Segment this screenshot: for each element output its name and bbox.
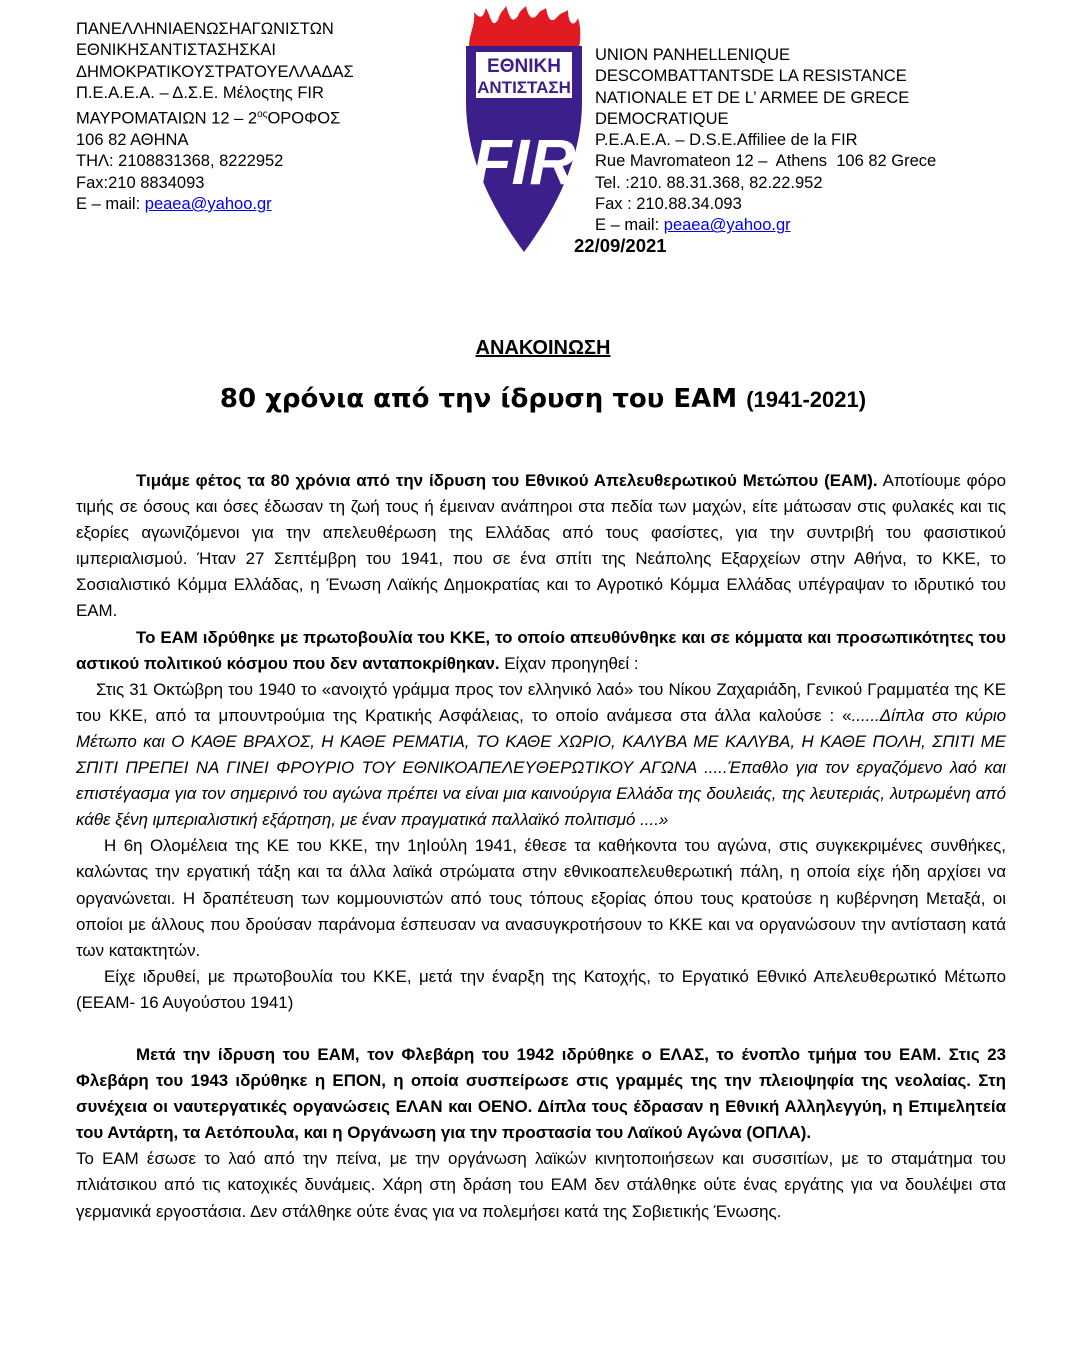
header-left-fax: Fax:210 8834093: [76, 173, 205, 192]
paragraph-text: Η 6η Ολομέλεια της ΚΕ του ΚΚΕ, την 1ηΙούλη 1941, έθεσε τα καθήκοντα του αγώνα, στις συγκεκριμένες συνθήκες, καλώντας την εργατική τάξη και τα άλλα λαϊκά στρώματα στην εθνικοαπελευθερωτική πάλη, η οποία είχε ήδη αρχίσει να οργανώνεται. Η δραπέτευση των κομμουνιστών από τους τόπους εξορίας όπου τους κρατούσε η κυβέρνηση Μεταξά, οι οποίοι με άλλους που δρούσαν παράνομα έσπευσαν να ανασυγκροτήσουν το ΚΚΕ και να οργανώσουν την αντίσταση κατά των κατακτητών.: [76, 836, 1006, 960]
header-right-email-line: [595, 215, 936, 236]
paragraph: [76, 625, 1006, 677]
paragraph-bold: Μετά την ίδρυση του ΕΑΜ, τον Φλεβάρη του 1942 ιδρύθηκε ο ΕΛΑΣ, το ένοπλο τμήμα του ΕΑΜ. Στις 23 Φλεβάρη του 1943 ιδρύθηκε η ΕΠΟΝ, η οποία συσπείρωσε στις γραμμές της την πλειοψηφία της νεολαίας. Στη συνέχεια οι ναυτεργατικές οργανώσεις ΕΛΑΝ και ΟΕΝΟ. Δίπλα τους έδρασαν η Εθνική Αλληλεγγύη, η Επιμελητεία του Αντάρτη, τα Αετόπουλα, και η Οργάνωση για την προστασία του Λαϊκού Αγώνα (ΟΠΛΑ).: [76, 1044, 1006, 1143]
paragraph: [76, 1146, 1006, 1224]
address-suffix: ΟΡΟΦΟΣ: [267, 109, 341, 128]
header-left-line: ΠΑΝΕΛΛΗΝΙΑΕΝΩΣΗΑΓΩΝΙΣΤΩΝ: [76, 20, 334, 38]
header-right-fax: Fax : 210.88.34.093: [595, 195, 742, 214]
paragraph: [76, 468, 1006, 625]
paragraph-bold: Τιμάμε φέτος τα 80 χρόνια από την ίδρυση του Εθνικού Απελευθερωτικού Μετώπου (ΕΑΜ).: [136, 471, 878, 490]
paragraph-text: Είχαν προηγηθεί :: [499, 653, 639, 673]
header-left-address: [76, 104, 354, 130]
paragraph-text: Αποτίουμε φόρο τιμής σε όσους και όσες έδωσαν τη ζωή τους ή έμειναν ανάπηροι στα πεδία των μαχών, είτε μάτωσαν στις φυλακές και τις εξορίες αγωνιζόμενοι για την απελευθέρωση της Ελλάδας από τους φασίστες, για την συντριβή του φασιστικού ιμπεριαλισμού. Ήταν 27 Σεπτέμβρη του 1941, που σε ένα σπίτι της Νεάπολης Εξαρχείων στην Αθήνα, το ΚΚΕ, το Σοσιαλιστικό Κόμμα Ελλάδας, η Ένωση Λαϊκής Δημοκρατίας και το Αγροτικό Κόμμα Ελλάδας υπέγραψαν το ιδρυτικό του ΕΑΜ.: [76, 471, 1006, 621]
header-right-phone: Tel. :210. 88.31.368, 82.22.952: [595, 173, 823, 192]
logo-text-line1: ΕΘΝΙΚΗ: [487, 56, 561, 77]
title-years: (1941-2021): [746, 387, 867, 412]
logo-letters: FIR: [472, 126, 576, 198]
email-label: E – mail:: [76, 194, 145, 213]
header-right-line: P.E.A.E.A. – D.S.E.Affiliee de la FIR: [595, 131, 858, 150]
header-right-line: DEMOCRATIQUE: [595, 109, 729, 128]
document-title: [0, 384, 1086, 414]
paragraph: [76, 677, 1006, 834]
header-right-line: DESCOMBATTANTSDE LA RESISTANCE: [595, 67, 907, 86]
header-left-line: 106 82 ΑΘΗΝΑ: [76, 130, 189, 149]
header-right: [595, 45, 936, 237]
header-right-line: UNION PANHELLENIQUE: [595, 46, 790, 64]
email-label: E – mail:: [595, 216, 664, 235]
header-left-line: ΔΗΜΟΚΡΑΤΙΚΟΥΣΤΡΑΤΟΥΕΛΛΑΔΑΣ: [76, 62, 354, 81]
logo-text-line2: ΑΝΤΙΣΤΑΣΗ: [477, 78, 571, 97]
paragraph-quote: ......Δίπλα στο κύριο Μέτωπο και Ο ΚΑΘΕ ΒΡΑΧΟΣ, Η ΚΑΘΕ ΡΕΜΑΤΙΑ, ΤΟ ΚΑΘΕ ΧΩΡΙΟ, ΚΑΛΥΒΑ ΜΕ ΚΑΛΥΒΑ, Η ΚΑΘΕ ΠΟΛΗ, ΣΠΙΤΙ ΜΕ ΣΠΙΤΙ ΠΡΕΠΕΙ ΝΑ ΓΙΝΕΙ ΦΡΟΥΡΙΟ ΤΟΥ ΕΘΝΙΚΟΑΠΕΛΕΥΘΕΡΩΤΙΚΟΥ ΑΓΩΝΑ .....Έπαθλο για τον εργαζόμενο λαό και επιστέγασμα για τον σημερινό του αγώνα πρέπει να είναι μια καινούργια Ελλάδα της δουλειάς, της λευτεριάς, λυτρωμένη από κάθε ξένη ιμπεριαλιστική εξάρτηση, με έναν πραγματικά παλλαϊκό πολιτισμό ....»: [76, 705, 1007, 830]
address-prefix: ΜΑΥΡΟΜΑΤΑΙΩΝ 12 – 2: [76, 109, 258, 128]
paragraph: [76, 1042, 1006, 1146]
header-left-phone: ΤΗΛ: 2108831368, 8222952: [76, 152, 284, 171]
header-right-address: Rue Mavromateon 12 – Athens 106 82 Grece: [595, 152, 937, 171]
paragraph: [76, 964, 1006, 1016]
fir-logo: [462, 6, 586, 252]
document-date: 22/09/2021: [574, 235, 667, 256]
paragraph-text: Στις 31 Οκτώβρη του 1940 το «ανοιχτό γράμμα προς τον ελληνικό λαό» του Νίκου Ζαχαριάδη, Γενικού Γραμματέα της ΚΕ του ΚΚΕ, από τα μπουντρούμια της Κρατικής Ασφάλειας, το οποίο ανάμεσα στα άλλα καλούσε : «: [76, 679, 1006, 725]
document-body: [76, 468, 1006, 1225]
header-left: [76, 19, 354, 215]
paragraph: [76, 833, 1006, 963]
header-left-line: Π.Ε.Α.Ε.Α. – Δ.Σ.Ε. Μέλοςτης FIR: [76, 83, 324, 102]
email-link[interactable]: peaea@yahoo.gr: [144, 194, 272, 213]
paragraph-text: Το ΕΑΜ έσωσε το λαό από την πείνα, με την οργάνωση λαϊκών κινητοποιήσεων και συσσιτίων, με το σταμάτημα του πλιάτσικου από τις κατοχικές δυνάμεις. Χάρη στη δράση του ΕΑΜ δεν στάλθηκε ούτε ένας εργάτης για να δουλέψει στα γερμανικά εργοστάσια. Δεν στάλθηκε ούτε ένας για να πολεμήσει κατά της Σοβιετικής Ένωσης.: [76, 1149, 1006, 1221]
paragraph-bold: Το ΕΑΜ ιδρύθηκε με πρωτοβουλία του ΚΚΕ, το οποίο απευθύνθηκε και σε κόμματα και προσωπικότητες του αστικού πολιτικού κόσμου που δεν ανταποκρίθηκαν.: [76, 627, 1006, 673]
header-left-email-line: [76, 194, 354, 215]
email-link[interactable]: peaea@yahoo.gr: [663, 216, 791, 235]
paragraph-text: Είχε ιδρυθεί, με πρωτοβουλία του ΚΚΕ, μετά την έναρξη της Κατοχής, το Εργατικό Εθνικό Απελευθερωτικό Μέτωπο (ΕΕΑΜ- 16 Αυγούστου 1941): [76, 966, 1006, 1012]
title-main: 80 χρόνια από την ίδρυση του ΕΑΜ: [219, 384, 738, 414]
header-left-line: ΕΘΝΙΚΗΣΑΝΤΙΣΤΑΣΗΣΚΑΙ: [76, 41, 277, 60]
announcement-heading: ΑΝΑΚΟΙΝΩΣΗ: [475, 337, 611, 359]
address-sup: ος: [257, 109, 268, 121]
header-right-line: NATIONALE ET DE L’ ARMEE DE GRECE: [595, 88, 910, 107]
